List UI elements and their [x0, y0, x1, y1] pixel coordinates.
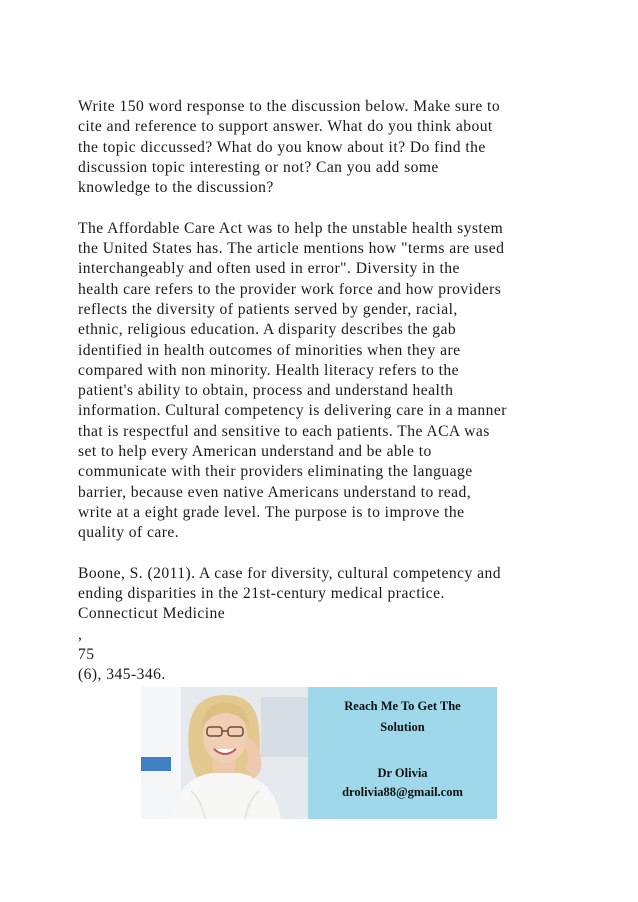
- reference-issue-pages: (6), 345-346.: [78, 666, 166, 684]
- woman-photo-illustration: [141, 687, 308, 819]
- prompt-paragraph: Write 150 word response to the discussion below. Make sure to cite and reference to support answer. What do you think about the topic diccussed? What do you know about it? Do find the discussion topic interesting or not? Can you add some knowledge to the discussion?: [78, 98, 501, 197]
- reference-separator: ,: [78, 625, 83, 643]
- document-body: [78, 97, 598, 686]
- reference-block: [78, 564, 598, 686]
- contact-panel: [308, 687, 497, 819]
- contact-email[interactable]: drolivia88@gmail.com: [342, 785, 463, 799]
- contact-name: Dr Olivia: [377, 766, 428, 780]
- reference-citation: Boone, S. (2011). A case for diversity, cultural competency and ending disparities in the 21st-century medical practice. Connecticut Medicine: [78, 564, 501, 623]
- reference-volume: 75: [78, 646, 95, 664]
- contact-banner: [141, 687, 497, 819]
- reach-me-text: Reach Me To Get The: [344, 699, 461, 713]
- solution-text: Solution: [380, 720, 425, 734]
- woman-photo: [141, 687, 308, 819]
- discussion-paragraph: The Affordable Care Act was to help the unstable health system the United States has. The article mentions how "terms are used interchangeably and often used in error". Diversity in the health care refers to the provider work force and how providers reflects the diversity of patients served by gender, racial, ethnic, religious education. A disparity describes the gab identified in health outcomes of minorities when they are compared with non minority. Health literacy refers to the patient's ability to obtain, process and understand health information. Cultural competency is delivering care in a manner that is respectful and sensitive to each patients. The ACA was set to help every American understand and be able to communicate with their providers eliminating the language barrier, because even native Americans understand to read, write at a eight grade level. The purpose is to improve the quality of care.: [78, 219, 507, 542]
